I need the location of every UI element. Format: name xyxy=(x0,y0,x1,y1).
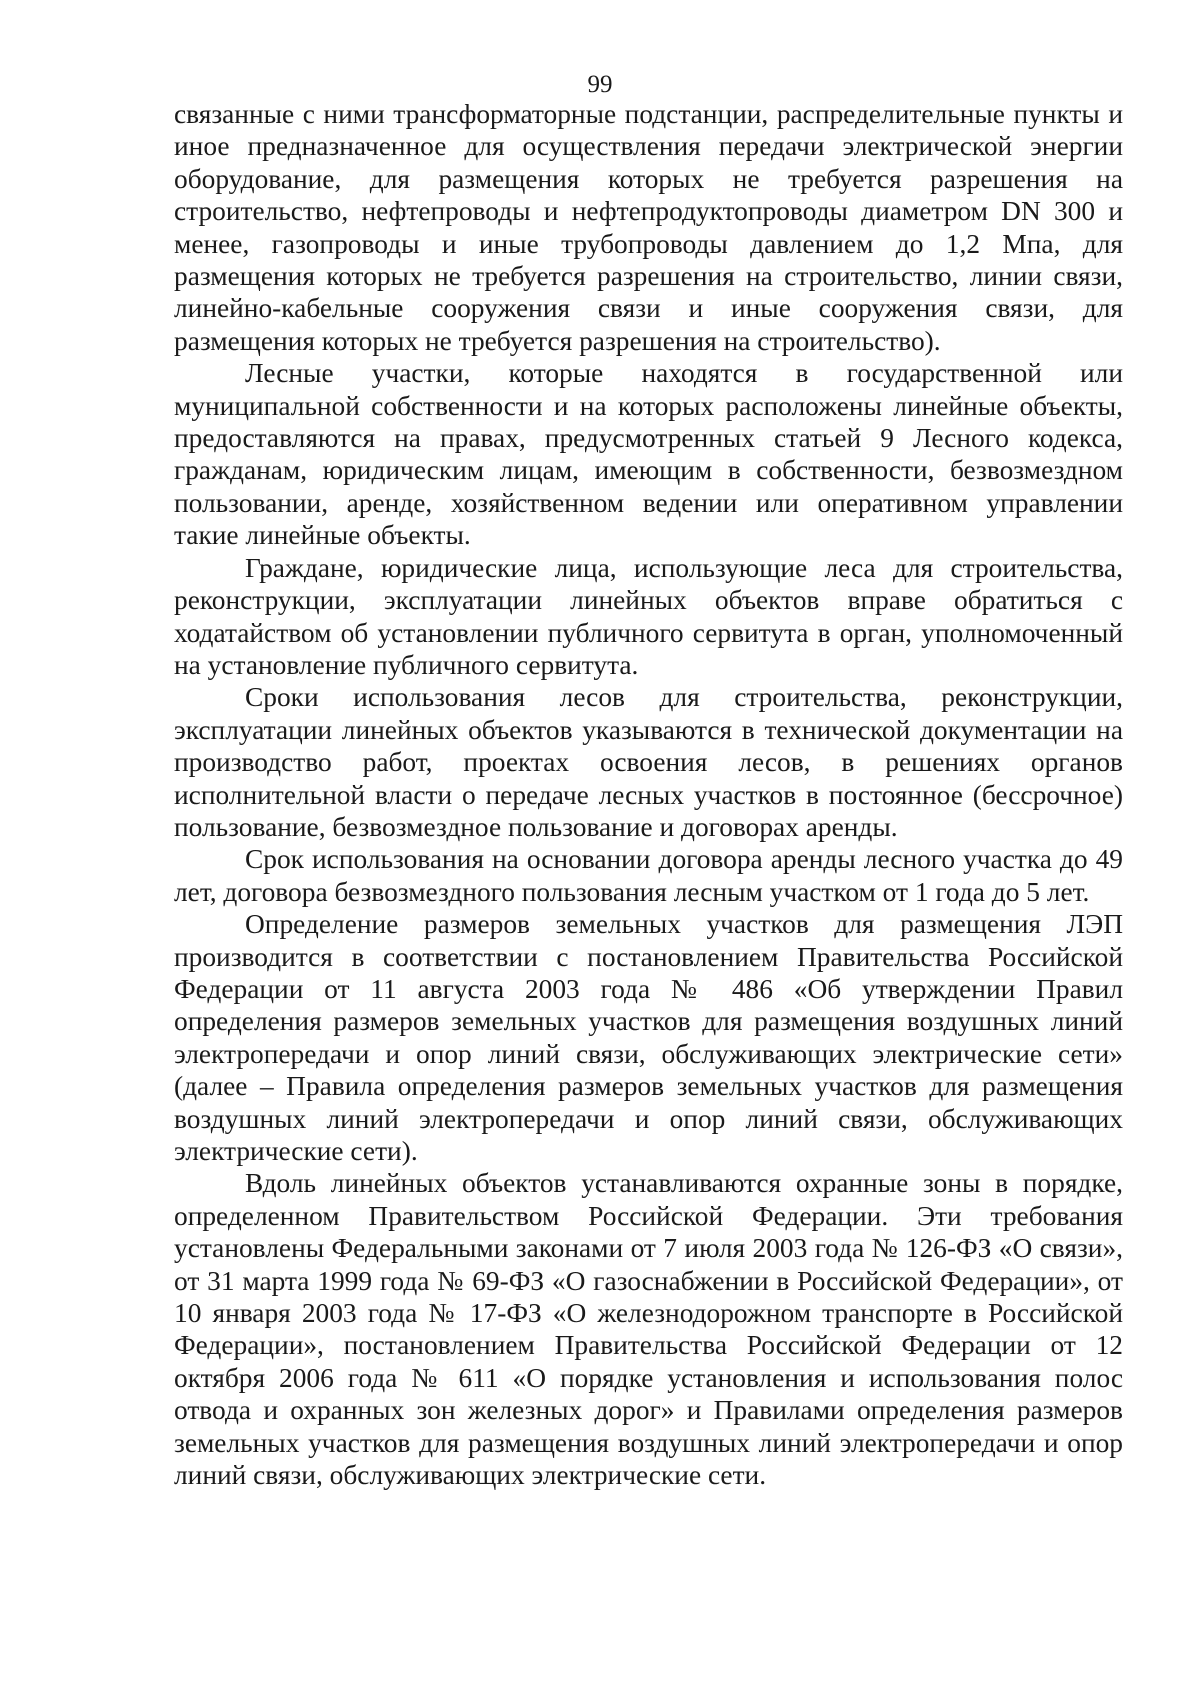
paragraph-protection-zones: Вдоль линейных объектов устанавливаются охранные зоны в порядке, определенном Правительством Российской Федерации. Эти требования установлены Федеральными законами от 7 июля 2003 года № 126-ФЗ «О связи», от 31 марта 1999 года № 69-ФЗ «О газоснабжении в Российской Федерации», от 10 января 2003 года № 17-ФЗ «О железнодорожном транспорте в Российской Федерации», постановлением Правительства Российской Федерации от 12 октября 2006 года № 611 «О порядке установления и использования полос отвода и охранных зон железных дорог» и Правилами определения размеров земельных участков для размещения воздушных линий электропередачи и опор линий связи, обслуживающих электрические сети. xyxy=(174,1168,1123,1491)
paragraph-continuation: связанные с ними трансформаторные подстанции, распределительные пункты и иное предназначенное для осуществления передачи электрической энергии оборудование, для размещения которых не требуется разрешения на строительство, нефтепроводы и нефтепродуктопроводы диаметром DN 300 и менее, газопроводы и иные трубопроводы давлением до 1,2 Мпа, для размещения которых не требуется разрешения на строительство, линии связи, линейно-кабельные сооружения связи и иные сооружения связи, для размещения которых не требуется разрешения на строительство). xyxy=(174,99,1123,356)
page-number: 99 xyxy=(587,71,613,98)
document-body xyxy=(174,98,1123,1491)
paragraph-land-size-determination: Определение размеров земельных участков для размещения ЛЭП производится в соответствии с постановлением Правительства Российской Федерации от 11 августа 2003 года № 486 «Об утверждении Правил определения размеров земельных участков для размещения воздушных линий электропередачи и опор линий связи, обслуживающих электрические сети» (далее – Правила определения размеров земельных участков для размещения воздушных линий электропередачи и опор линий связи, обслуживающих электрические сети). xyxy=(174,909,1123,1166)
paragraph-public-servitude: Граждане, юридические лица, использующие леса для строительства, реконструкции, эксплуатации линейных объектов вправе обратиться с ходатайством об установлении публичного сервитута в орган, уполномоченный на установление публичного сервитута. xyxy=(174,552,1123,680)
paragraph-lease-term: Срок использования на основании договора аренды лесного участка до 49 лет, договора безвозмездного пользования лесным участком от 1 года до 5 лет. xyxy=(174,844,1123,907)
paragraph-forest-plots-rights: Лесные участки, которые находятся в государственной или муниципальной собственности и на которых расположены линейные объекты, предоставляются на правах, предусмотренных статьей 9 Лесного кодекса, гражданам, юридическим лицам, имеющим в собственности, безвозмездном пользовании, аренде, хозяйственном ведении или оперативном управлении такие линейные объекты. xyxy=(174,358,1123,551)
paragraph-usage-terms: Сроки использования лесов для строительства, реконструкции, эксплуатации линейных объектов указываются в технической документации на производство работ, проектах освоения лесов, в решениях органов исполнительной власти о передаче лесных участков в постоянное (бессрочное) пользование, безвозмездное пользование и договорах аренды. xyxy=(174,682,1123,842)
